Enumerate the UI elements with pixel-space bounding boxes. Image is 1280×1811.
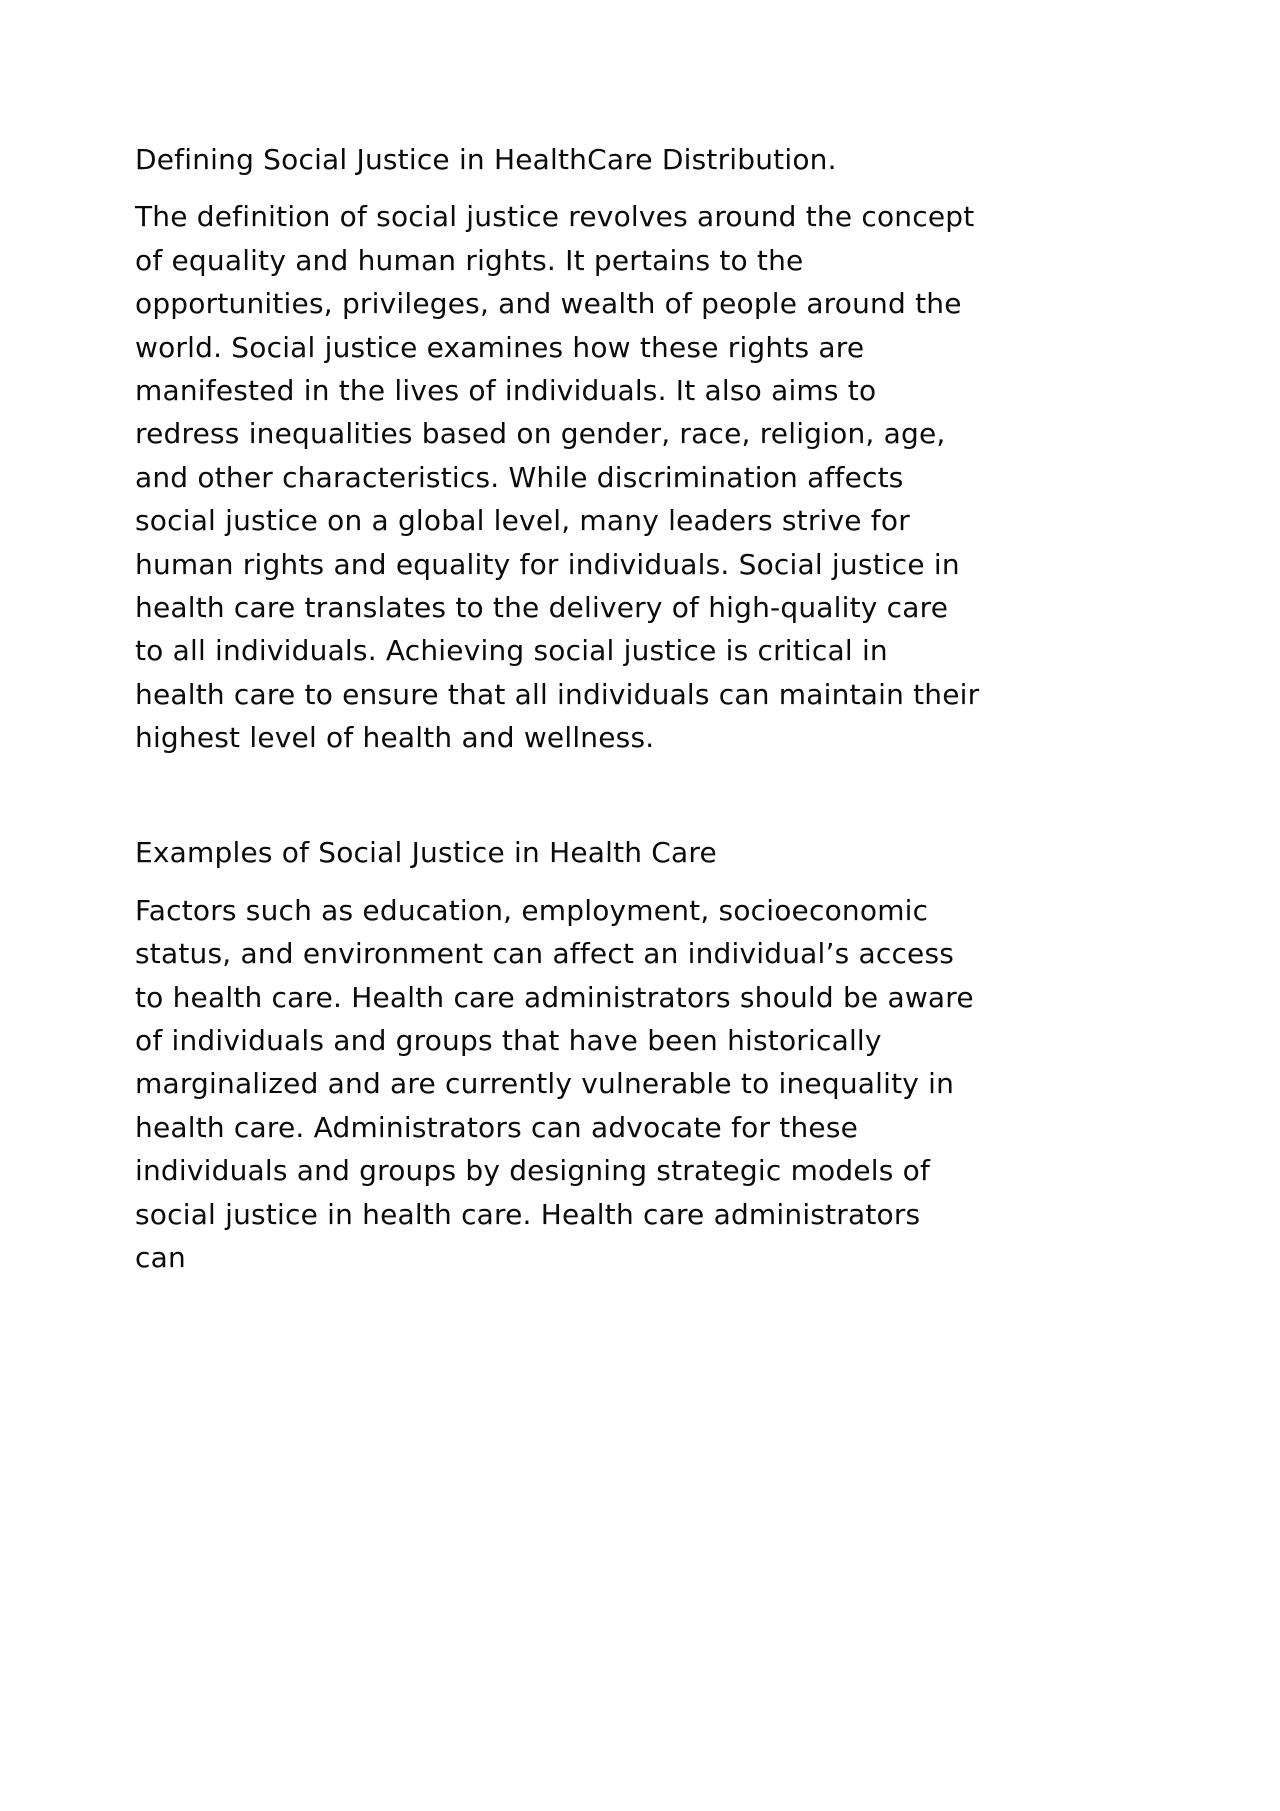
section-2-heading: Examples of Social Justice in Health Care <box>135 836 717 870</box>
document-content <box>135 138 980 1279</box>
section-1-paragraph: The definition of social justice revolves around the concept of equality and human rights. It pertains to the opportunities, privileges, and wealth of people around the world. Social justice examines how these rights are manifested in the lives of individuals. It also aims to redress inequalities based on gender, race, religion, age, and other characteristics. While discrimination affects social justice on a global level, many leaders strive for human rights and equality for individuals. Social justice in health care translates to the delivery of high-quality care to all individuals. Achieving social justice is critical in health care to ensure that all individuals can maintain their highest level of health and wellness. <box>135 200 980 755</box>
section-2-paragraph: Factors such as education, employment, socioeconomic status, and environment can affect an individual’s access to health care. Health care administrators should be aware of individuals and groups that have been historically marginalized and are currently vulnerable to inequality in health care. Administrators can advocate for these individuals and groups by designing strategic models of social justice in health care. Health care administrators can <box>135 893 974 1274</box>
section-1-heading: Defining Social Justice in HealthCare Distribution. <box>135 143 837 176</box>
